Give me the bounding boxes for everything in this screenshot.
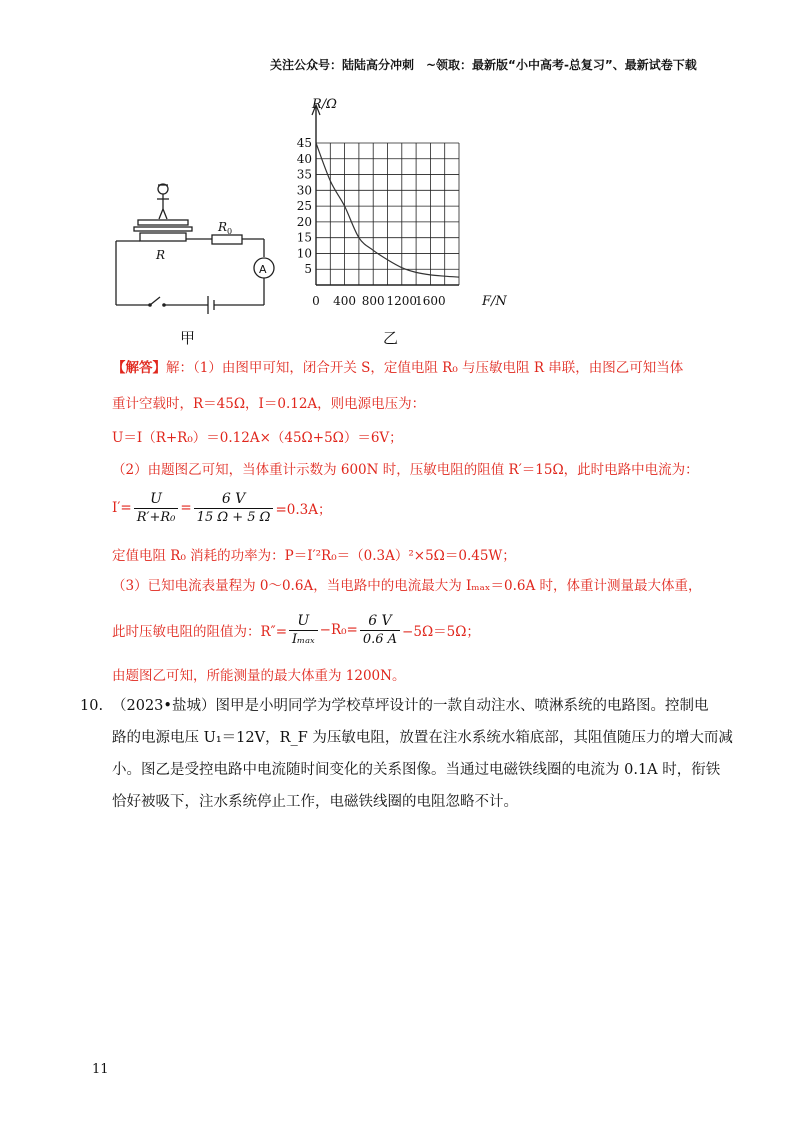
chart-caption: 乙 — [383, 329, 399, 347]
x-tick-label: 400 — [333, 294, 357, 308]
answer-line-6: 定值电阻 R₀ 消耗的功率为：P＝I′²R₀＝（0.3A）²×5Ω＝0.45W； — [112, 548, 516, 564]
answer-line-3: U＝I（R+R₀）＝0.12A×（45Ω+5Ω）＝6V； — [112, 430, 403, 446]
circuit-diagram — [100, 175, 280, 315]
circuit-caption: 甲 — [180, 329, 196, 347]
y-tick-label: 40 — [296, 151, 312, 166]
question-line-3: 小。图乙是受控电路中电流随时间变化的关系图像。当通过电磁铁线圈的电流为 0.1A 时，衔铁 — [112, 762, 721, 778]
answer-block — [112, 356, 752, 686]
y-tick-label: 35 — [296, 167, 312, 182]
question-number: 10. — [80, 698, 104, 714]
y-tick-label: 30 — [296, 183, 312, 198]
x-tick-label: 1600 — [415, 294, 446, 308]
answer-line-1: 解：（1）由图甲可知，闭合开关 S，定值电阻 R₀ 与压敏电阻 R 串联，由图乙可知当体 — [166, 360, 684, 376]
y-tick-label: 10 — [296, 246, 312, 261]
resistor-r0-label: $R_0$ — [218, 220, 233, 236]
answer-line-7: （3）已知电流表量程为 0～0.6A，当电路中的电流最大为 Iₘₐₓ＝0.6A 时，体重计测量最大体重， — [112, 578, 702, 594]
fraction-resistance: $\frac{U}{\text{Iₘₐₓ}}$ — [289, 612, 318, 649]
answer-line-4: （2）由题图乙可知，当体重计示数为 600N 时，压敏电阻的阻值 R′＝15Ω，此时电路中电流为： — [112, 462, 699, 478]
question-line-2: 路的电源电压 U₁＝12V，R_F 为压敏电阻，放置在注水系统水箱底部，其阻值随压力的增大而减 — [112, 730, 733, 746]
page-number: 11 — [92, 1062, 109, 1077]
question-10 — [80, 690, 733, 818]
answer-line-8: 此时压敏电阻的阻值为：R″= $\frac{U}{\text{Iₘₐₓ}}$ −R₀= $\frac{6 V}{0.6 A}$ −5Ω＝5Ω； — [112, 612, 480, 647]
y-axis-label: R/Ω — [312, 97, 337, 112]
answer-line-5: I′= $\frac{U}{\text{R′+R₀}}$ = $\frac{6 V}{15 \Omega + 5 \Omega}$ =0.3A； — [112, 490, 332, 525]
x-tick-label: 0 — [312, 294, 320, 308]
question-line-1: 10. （2023•盐城）图甲是小明同学为学校草坪设计的一款自动注水、喷淋系统的电路图。控制电 — [80, 690, 720, 722]
y-tick-label: 20 — [296, 214, 312, 229]
fraction-current-values: $\frac{6 V}{15 \Omega + 5 \Omega}$ — [194, 490, 274, 527]
y-tick-label: 25 — [296, 199, 312, 214]
resistor-r-label: R — [156, 248, 166, 262]
fraction-resistance-values: $\frac{6 V}{0.6 A}$ — [360, 612, 400, 649]
resistance-force-chart — [290, 90, 520, 325]
x-tick-label: 1200 — [386, 294, 418, 308]
question-line-4: 恰好被吸下，注水系统停止工作，电磁铁线圈的电阻忽略不计。 — [112, 794, 518, 810]
ammeter-label: A — [259, 263, 267, 276]
y-tick-label: 15 — [296, 230, 312, 245]
answer-line-2: 重计空载时，R＝45Ω，I＝0.12A，则电源电压为： — [112, 396, 426, 412]
y-tick-label: 5 — [304, 262, 312, 277]
page-header: 关注公众号：陆陆高分冲刺 ~领取：最新版“小中高考-总复习”、最新试卷下载 — [270, 58, 697, 72]
x-axis-label: F/N — [482, 294, 507, 309]
fraction-current: $\frac{U}{\text{R′+R₀}}$ — [134, 490, 179, 527]
y-tick-label: 45 — [296, 136, 312, 150]
answer-tag: 【解答】 — [112, 360, 166, 376]
answer-line-9: 由题图乙可知，所能测量的最大体重为 1200N。 — [112, 668, 406, 684]
x-tick-label: 800 — [361, 294, 385, 308]
